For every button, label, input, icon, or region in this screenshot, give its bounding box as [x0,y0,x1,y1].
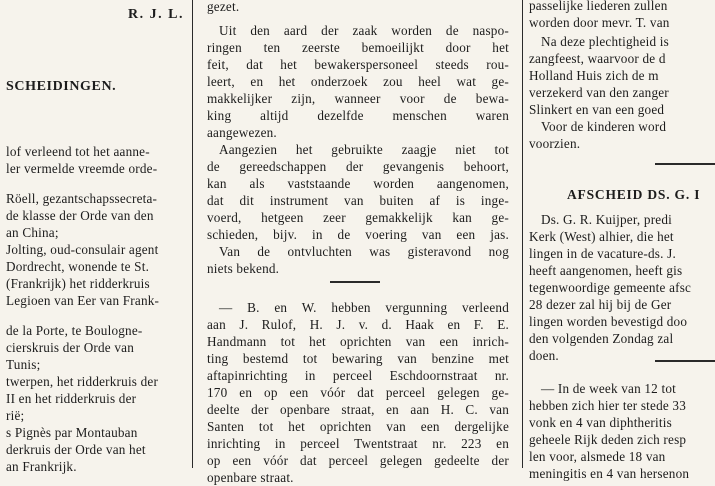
text-line: an China; [6,225,59,240]
text-line: Santen tot het oprichten van een dergelijke [207,419,509,434]
text-line: dat dit instrument van buiten af is inge- [207,193,509,208]
text-line: Aangezien het gebruikte zaagje niet tot [219,142,509,157]
text-line: lof verleend tot het aanne- [6,144,150,159]
text-line: Kerk (West) alhier, die het [529,229,674,244]
text-line: Slinkert en van een goed [529,102,665,117]
section-heading: AFSCHEID DS. G. I [567,187,701,202]
text-line: Holland Huis zich de m [529,68,659,83]
article-signature: R. J. L. [128,7,184,22]
text-line: hebben zich hier ter stede 33 [529,398,687,413]
text-line: voorzien. [529,136,581,151]
text-line: Van de ontvluchten was gisteravond nog [219,244,509,259]
text-line: schieden, bijv. in de voering van een jas. [207,227,509,242]
text-line: cierskruis der Orde van [6,340,135,355]
text-line: worden door mevr. T. van [529,15,670,30]
text-line: vonk en 4 van diphtheritis [529,415,672,430]
article-separator [655,360,715,362]
text-line: lingen worden bevestigd doo [529,314,688,329]
text-line: twerpen, het ridderkruis der [6,374,159,389]
text-line: openbare straat. [207,470,294,485]
text-line: rië; [6,408,25,423]
text-line: Jolting, oud-consulair agent [6,242,159,257]
text-line: de gereedschappen der gevangenis behoort, [207,159,509,174]
text-line: ting bestemd tot bewaring van benzine met [207,351,509,366]
text-line: verzekerd van den zanger [529,85,669,100]
text-line: len voor, alsmede 18 van [529,449,666,464]
text-line: gezet. [207,0,240,14]
left-column [0,0,192,474]
text-line: inrichting in perceel Twentstraat nr. 223 en [207,436,509,451]
text-line: de la Porte, te Boulogne- [6,323,143,338]
text-line: ler vermelde vreemde orde- [6,161,158,176]
text-line: meningitis en 4 van hersenon [529,466,690,481]
text-line: (Frankrijk) het ridderkruis [6,276,150,291]
text-line: op een vóór dat perceel gelegen gedeelte der [207,453,509,468]
text-line: Legioen van Eer van Frank- [6,293,160,308]
text-line: aftapinrichting in perceel Eschdoornstraat nr. [207,368,509,383]
text-line: s Pignès par Montauban [6,425,138,440]
text-line: niets bekend. [207,261,280,276]
text-line: de klasse der Orde van den [6,208,154,223]
text-line: heeft aangenomen, heeft gis [529,263,683,278]
text-line: 170 en op een vóór dat perceel gelegen ge- [207,385,509,400]
text-line: — In de week van 12 tot [541,381,676,396]
text-line: Handmann tot het oprichten van een inrich- [207,334,509,349]
text-line: Dordrecht, wonende te St. [6,259,150,274]
text-line: 28 dezer zal hij bij de Ger [529,297,672,312]
text-line: lingen in de vacature-ds. J. [529,246,676,261]
section-heading: SCHEIDINGEN. [6,79,117,94]
text-line: feit, dat het bewakerspersoneel steeds rou- [207,57,509,72]
text-line: — B. en W. hebben vergunning verleend [219,300,509,315]
text-line: kan als vaststaande worden aangenomen, [207,176,509,191]
article-separator [655,163,715,165]
text-line: Na deze plechtigheid is [541,34,670,49]
text-line: voerd, hetgeen zeer gemakkelijk kan ge- [207,210,509,225]
text-line: Tunis; [6,357,41,372]
text-line: geheele Rijk deden zich resp [529,432,687,447]
text-line: II en het ridderkruis der [6,391,137,406]
text-line: derkruis der Orde van het [6,442,146,457]
text-line: an Frankrijk. [6,459,77,474]
text-line: zangfeest, waarvoor de d [529,51,666,66]
center-column [193,0,521,485]
text-line: den volgenden Zondag zal [529,331,674,346]
text-line: doen. [529,348,559,363]
text-line: aangewezen. [207,125,277,140]
text-line: tegenwoordige gemeente afsc [529,280,692,295]
text-line: leert, en het onderzoek zou heel wat ge- [207,74,509,89]
text-line: ringen ten zeerste bemoeilijkt door het [207,40,509,55]
text-line: king altijd dezelfde menschen waren [207,108,509,123]
text-line: passelijke liederen zullen [529,0,668,13]
text-line: Ds. G. R. Kuijper, predi [541,212,673,227]
text-line: Voor de kinderen word [541,119,667,134]
text-line: Uit den aard der zaak worden de naspo- [219,23,509,38]
text-line: deelte der openbare straat, en aan H. C. van [207,402,509,417]
article-separator [330,281,380,283]
text-line: makkelijker zijn, wanneer voor de bewa- [207,91,509,106]
text-line: Röell, gezantschapssecreta- [6,191,158,206]
text-line: aan J. Rulof, H. J. v. d. Haak en F. E. [207,317,509,332]
right-column [523,0,714,481]
